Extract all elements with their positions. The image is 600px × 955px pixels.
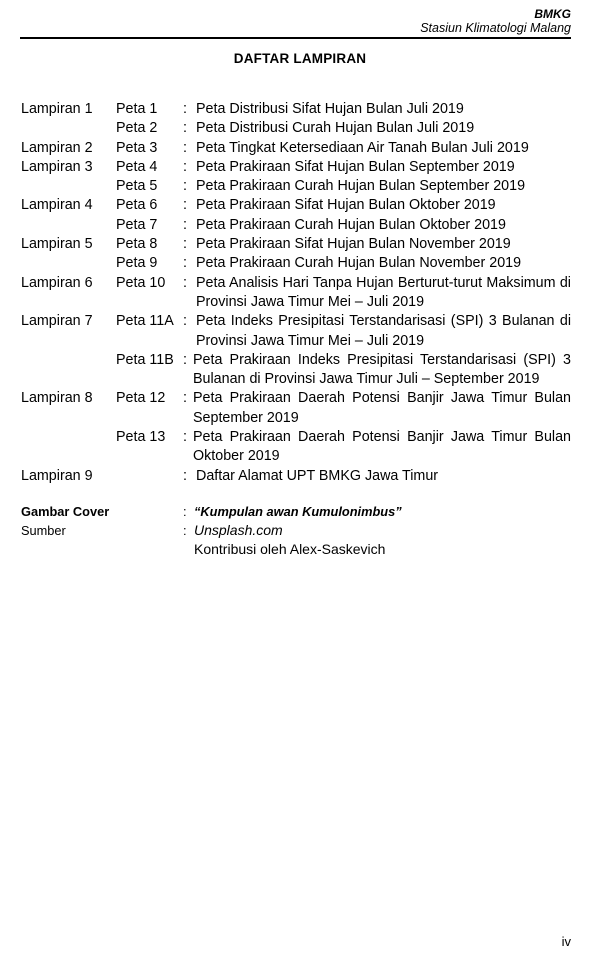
colon: :: [183, 313, 187, 330]
lampiran-row: [0, 428, 600, 467]
lampiran-row: [0, 274, 600, 313]
colon: :: [183, 274, 187, 291]
lampiran-row: [0, 351, 600, 390]
peta-label: Peta 7: [116, 216, 158, 233]
colon: :: [183, 197, 187, 214]
colon: :: [183, 216, 187, 233]
header-station: Stasiun Klimatologi Malang: [420, 21, 571, 35]
peta-label: Peta 12: [116, 390, 166, 407]
cover-credits: [0, 502, 600, 559]
colon: :: [183, 101, 187, 117]
colon: :: [183, 504, 187, 519]
lampiran-label: Lampiran 8: [21, 390, 93, 407]
page-title: DAFTAR LAMPIRAN: [233, 51, 367, 66]
map-description: Peta Prakiraan Daerah Potensi Banjir Jawa Timur Bulan September 2019: [193, 390, 571, 426]
header-org: BMKG: [534, 7, 571, 21]
colon: :: [183, 139, 187, 156]
contribution-text: Kontribusi oleh Alex-Saskevich: [194, 541, 386, 557]
lampiran-row: [0, 177, 600, 196]
colon: :: [183, 158, 187, 175]
lampiran-row: [0, 235, 600, 254]
peta-label: Peta 13: [116, 429, 166, 446]
source-value: Unsplash.com: [194, 522, 283, 538]
lampiran-label: Lampiran 6: [21, 274, 93, 291]
colon: :: [183, 390, 187, 407]
map-description: Peta Tingkat Ketersediaan Air Tanah Bulan Juli 2019: [196, 139, 529, 156]
lampiran-label: Lampiran 5: [21, 236, 93, 253]
source-label: Sumber: [21, 523, 66, 538]
peta-label: Peta 6: [116, 197, 158, 214]
peta-label: Peta 2: [116, 120, 158, 137]
cover-image-label: Gambar Cover: [21, 504, 110, 519]
lampiran-row: [0, 216, 600, 235]
colon: :: [183, 351, 187, 368]
peta-label: Peta 8: [116, 236, 158, 253]
lampiran-row: [0, 467, 600, 486]
map-description: Peta Prakiraan Curah Hujan Bulan September 2019: [196, 178, 526, 195]
peta-label: Peta 5: [116, 178, 158, 195]
lampiran-row: [0, 158, 600, 177]
peta-label: Peta 9: [116, 255, 158, 272]
map-description: Peta Distribusi Curah Hujan Bulan Juli 2019: [196, 120, 475, 137]
peta-label: Peta 10: [116, 274, 166, 291]
contribution-row: [0, 540, 600, 559]
map-description: Peta Analisis Hari Tanpa Hujan Berturut-turut Maksimum di Provinsi Jawa Timur Mei – Juli 2019: [196, 274, 571, 310]
lampiran-row: [0, 312, 600, 351]
map-description: Peta Indeks Presipitasi Terstandarisasi (SPI) 3 Bulanan di Provinsi Jawa Timur Mei – Juli 2019: [196, 313, 571, 349]
peta-label: Peta 1: [116, 101, 158, 117]
lampiran-label: Lampiran 3: [21, 158, 93, 175]
map-description: Peta Prakiraan Sifat Hujan Bulan November 2019: [196, 236, 511, 253]
lampiran-label: Lampiran 1: [21, 101, 93, 117]
map-description: Peta Distribusi Sifat Hujan Bulan Juli 2019: [196, 101, 464, 117]
colon: :: [183, 429, 187, 446]
lampiran-row: [0, 100, 600, 119]
map-description: Peta Prakiraan Sifat Hujan Bulan Oktober 2019: [196, 197, 496, 214]
header-rule: [20, 37, 571, 39]
map-description: Peta Prakiraan Daerah Potensi Banjir Jawa Timur Bulan Oktober 2019: [193, 429, 571, 465]
map-description: Peta Prakiraan Curah Hujan Bulan Oktober 2019: [196, 216, 506, 233]
colon: :: [183, 178, 187, 195]
lampiran-label: Lampiran 2: [21, 139, 93, 156]
lampiran-label: Lampiran 7: [21, 313, 93, 330]
peta-label: Peta 3: [116, 139, 158, 156]
lampiran-list: [0, 100, 600, 486]
lampiran-row: [0, 389, 600, 428]
peta-label: Peta 11A: [116, 313, 174, 330]
source-row: [0, 521, 600, 540]
cover-image-row: [0, 502, 600, 521]
peta-label: Peta 4: [116, 158, 158, 175]
colon: :: [183, 236, 187, 253]
page-number: iv: [561, 934, 571, 949]
lampiran-label: Lampiran 9: [21, 467, 93, 484]
lampiran-row: [0, 254, 600, 273]
map-description: Peta Prakiraan Curah Hujan Bulan November 2019: [196, 255, 522, 272]
map-description: Peta Prakiraan Indeks Presipitasi Terstandarisasi (SPI) 3 Bulanan di Provinsi Jawa Timur Juli – September 2019: [193, 351, 571, 388]
map-description: Peta Prakiraan Sifat Hujan Bulan September 2019: [196, 158, 515, 175]
lampiran-row: [0, 196, 600, 215]
lampiran-label: Lampiran 4: [21, 197, 93, 214]
map-description: Daftar Alamat UPT BMKG Jawa Timur: [196, 467, 439, 484]
peta-label: Peta 11B: [116, 351, 174, 368]
lampiran-row: [0, 119, 600, 138]
colon: :: [183, 467, 187, 484]
colon: :: [183, 120, 187, 137]
colon: :: [183, 523, 187, 538]
colon: :: [183, 255, 187, 272]
lampiran-row: [0, 139, 600, 158]
cover-image-caption: “Kumpulan awan Kumulonimbus”: [194, 504, 402, 519]
